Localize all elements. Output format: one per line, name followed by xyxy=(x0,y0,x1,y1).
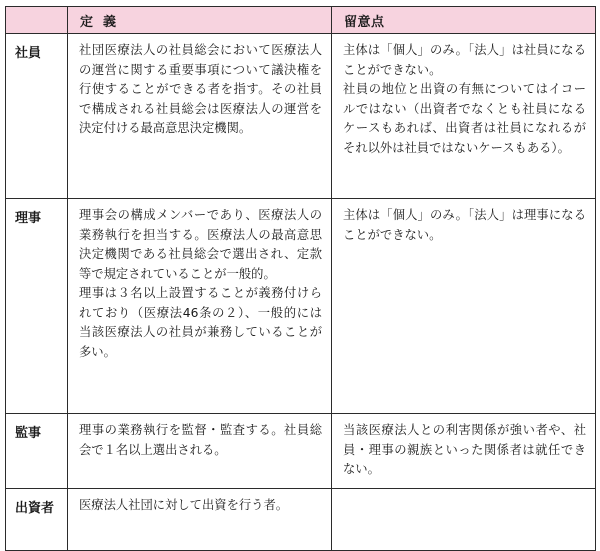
notes-cell-empty xyxy=(332,488,596,550)
definition-text: 医療法人社団に対して出資を行う者。 xyxy=(79,497,289,512)
notes-text: 主体は「個人」のみ。「法人」は理事になることができない。 xyxy=(343,208,586,242)
notes-text: 社員の地位と出資の有無についてはイコールではない（出資者でなくとも社員になるケースもあれば、出資者は社員になれるがそれ以外は社員ではないケースもある）。 xyxy=(343,82,586,155)
definition-cell xyxy=(68,199,332,414)
table-row xyxy=(6,34,596,199)
definition-text: 理事会の構成メンバーであり、医療法人の業務執行を担当する。医療法人の最高意思決定機関である社員総会で選出され、定款等で規定されていることが一般的。 xyxy=(79,208,322,281)
definition-cell xyxy=(68,414,332,489)
term-cell: 社員 xyxy=(6,34,68,199)
notes-cell xyxy=(332,34,596,199)
definition-cell xyxy=(68,34,332,199)
header-definition: 定義 xyxy=(68,7,332,34)
definition-text: 社団医療法人の社員総会において医療法人の運営に関する重要事項について議決権を行使することができる者を指す。その社員で構成される社員総会は医療法人の運営を決定付ける最高意思決定機関。 xyxy=(79,43,322,135)
header-notes: 留意点 xyxy=(332,7,596,34)
header-corner-cell xyxy=(6,7,68,34)
table-header-row xyxy=(6,7,596,34)
table-row xyxy=(6,414,596,489)
notes-text: 当該医療法人との利害関係が強い者や、社員・理事の親族といった関係者は就任できない。 xyxy=(343,423,586,476)
table-row xyxy=(6,488,596,550)
definition-table-container xyxy=(5,6,595,551)
term-cell: 監事 xyxy=(6,414,68,489)
table-row xyxy=(6,199,596,414)
definition-text: 理事は３名以上設置することが義務付けられており（医療法46条の２）、一般的には当該医療法人の社員が兼務していることが多い。 xyxy=(79,286,322,359)
notes-text: 主体は「個人」のみ。「法人」は社員になることができない。 xyxy=(343,43,586,77)
definition-table xyxy=(5,6,596,551)
term-cell: 出資者 xyxy=(6,488,68,550)
definition-cell xyxy=(68,488,332,550)
term-cell: 理事 xyxy=(6,199,68,414)
notes-cell xyxy=(332,414,596,489)
definition-text: 理事の業務執行を監督・監査する。社員総会で１名以上選出される。 xyxy=(79,423,322,457)
notes-cell xyxy=(332,199,596,414)
